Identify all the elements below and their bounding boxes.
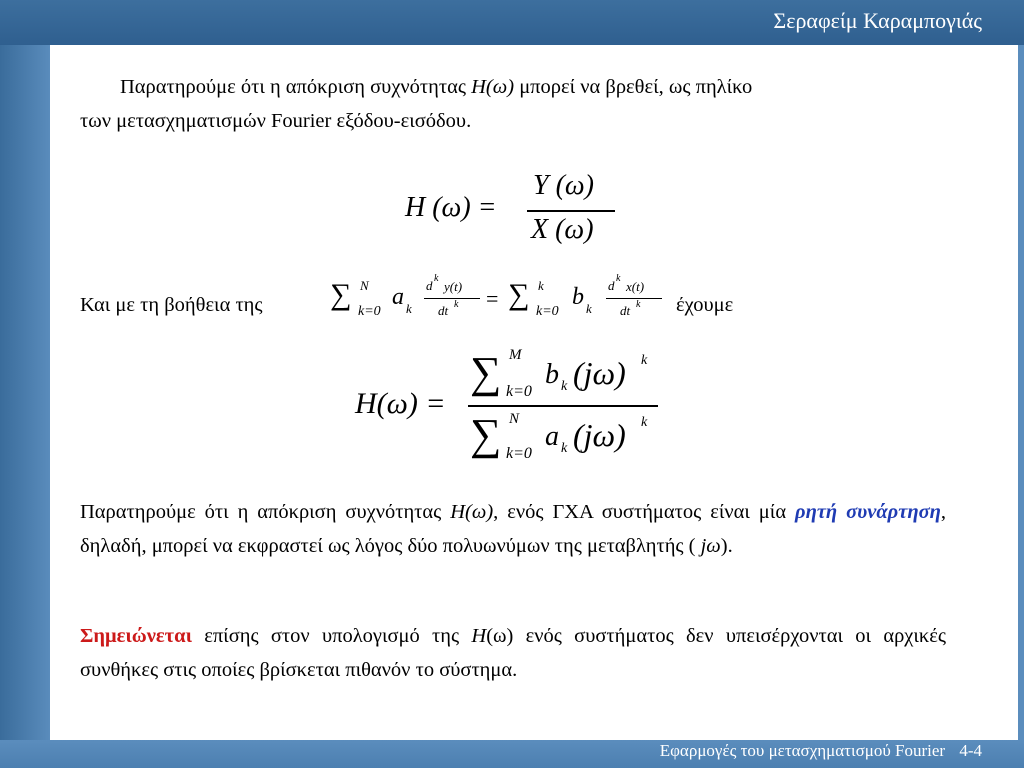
eq2-d-top-left: d [426,278,433,293]
paragraph-4 [80,619,946,687]
p1-text-b: μπορεί να βρεθεί, ως πηλίκο [514,76,753,98]
eq2-dk-sup-right: k [616,273,621,284]
p2-suffix-wrap [676,288,733,322]
eq3-lower-num: k=0 [506,383,532,400]
p2-prefix: Και με τη βοήθεια της [80,294,263,316]
left-border [0,45,50,740]
page-number: 4-4 [959,741,982,760]
eq3-a: a [545,421,559,452]
eq2-sum-right: ∑ [508,278,530,311]
eq1-fraction-bar [527,210,615,212]
eq3-lower-den: k=0 [506,445,532,462]
author-name: Σεραφείμ Καραμπογιάς [773,8,982,33]
eq3-b-sub: k [561,379,568,394]
p4-h: H [471,625,487,647]
p1-line2: των μετασχηματισμών Fourier εξόδου-εισόδου. [80,110,472,132]
paragraph-1 [80,70,946,138]
equation-3 [355,345,665,470]
eq2-lower-right: k=0 [536,304,559,319]
eq2-dt-sup-left: k [454,299,459,310]
eq2-dt-left: dt [438,303,449,318]
eq2-upper-n: N [360,278,369,293]
eq2-b: b [572,284,584,310]
p3-text-c: , δηλαδή, μπορεί να εκφραστεί ως λόγος δύο πολυωνύμων της μεταβλητής ( [80,501,946,557]
p3-text-a: Παρατηρούμε ότι η απόκριση συχνότητας [80,501,451,523]
eq2-y-t: y(t) [444,279,463,294]
eq1-denominator: X (ω) [531,214,594,245]
p3-h-omega: H(ω) [450,501,494,523]
eq3-sum-den: ∑ [470,410,502,459]
footer [660,741,982,761]
eq3-jw-num: (jω) [573,355,626,391]
eq2-sum-left: ∑ [330,278,352,311]
equation-1 [405,172,625,252]
footer-subject: Εφαρμογές του μετασχηματισμού Fourier [659,741,946,760]
paragraph-3 [80,495,946,563]
p3-jw: jω [700,535,721,557]
p3-text-b: , ενός ΓΧΑ συστήματος είναι μία [493,501,796,523]
eq2-a-sub: k [406,301,412,316]
equation-2 [330,273,670,326]
eq3-jw-den: (jω) [573,417,626,453]
eq2-upper-k: k [538,278,544,293]
eq2-dt-right: dt [620,303,631,318]
right-border [1018,45,1024,740]
paragraph-2 [80,288,263,322]
p4-highlight: Σημειώνεται [80,625,192,647]
eq3-a-sub: k [561,441,568,456]
eq2-x-t: x(t) [626,279,645,294]
eq3-fraction-bar [468,405,658,407]
eq3-upper-m: M [509,347,522,363]
p4-text: επίσης στον υπολογισμό της [191,625,472,647]
eq2-dt-sup-right: k [636,299,641,310]
eq2-b-sub: k [586,301,592,316]
p4-omega: (ω) [486,625,514,647]
eq3-lhs: H(ω) = [355,387,446,420]
p1-text-a: Παρατηρούμε ότι η απόκριση συχνότητας [120,76,472,98]
eq1-lhs: H (ω) = [405,192,497,223]
p1-h-omega: H(ω) [471,76,515,98]
eq2-d-top-right: d [608,278,615,293]
eq3-b: b [545,359,559,390]
eq2-a: a [392,284,404,310]
eq2-lower-left: k=0 [358,304,381,319]
p3-text-d: ). [720,535,733,557]
eq2-frac-left [424,298,480,299]
eq1-numerator: Y (ω) [533,170,594,201]
eq3-upper-n: N [509,411,520,427]
eq2-frac-right [606,298,662,299]
p3-highlight: ρητή συνάρτηση [795,501,941,523]
eq3-pow-den: k [641,415,648,430]
p4-text-b: ενός συστήματος δεν υπεισέρχονται οι αρχικές συνθήκες στις οποίες βρίσκεται πιθανόν το σύστημα. [80,625,946,681]
eq3-pow-num: k [641,353,648,368]
eq2-equals: = [486,286,499,311]
eq3-sum-num: ∑ [470,348,502,397]
p2-suffix: έχουμε [676,294,734,316]
eq2-dk-sup-left: k [434,273,439,284]
